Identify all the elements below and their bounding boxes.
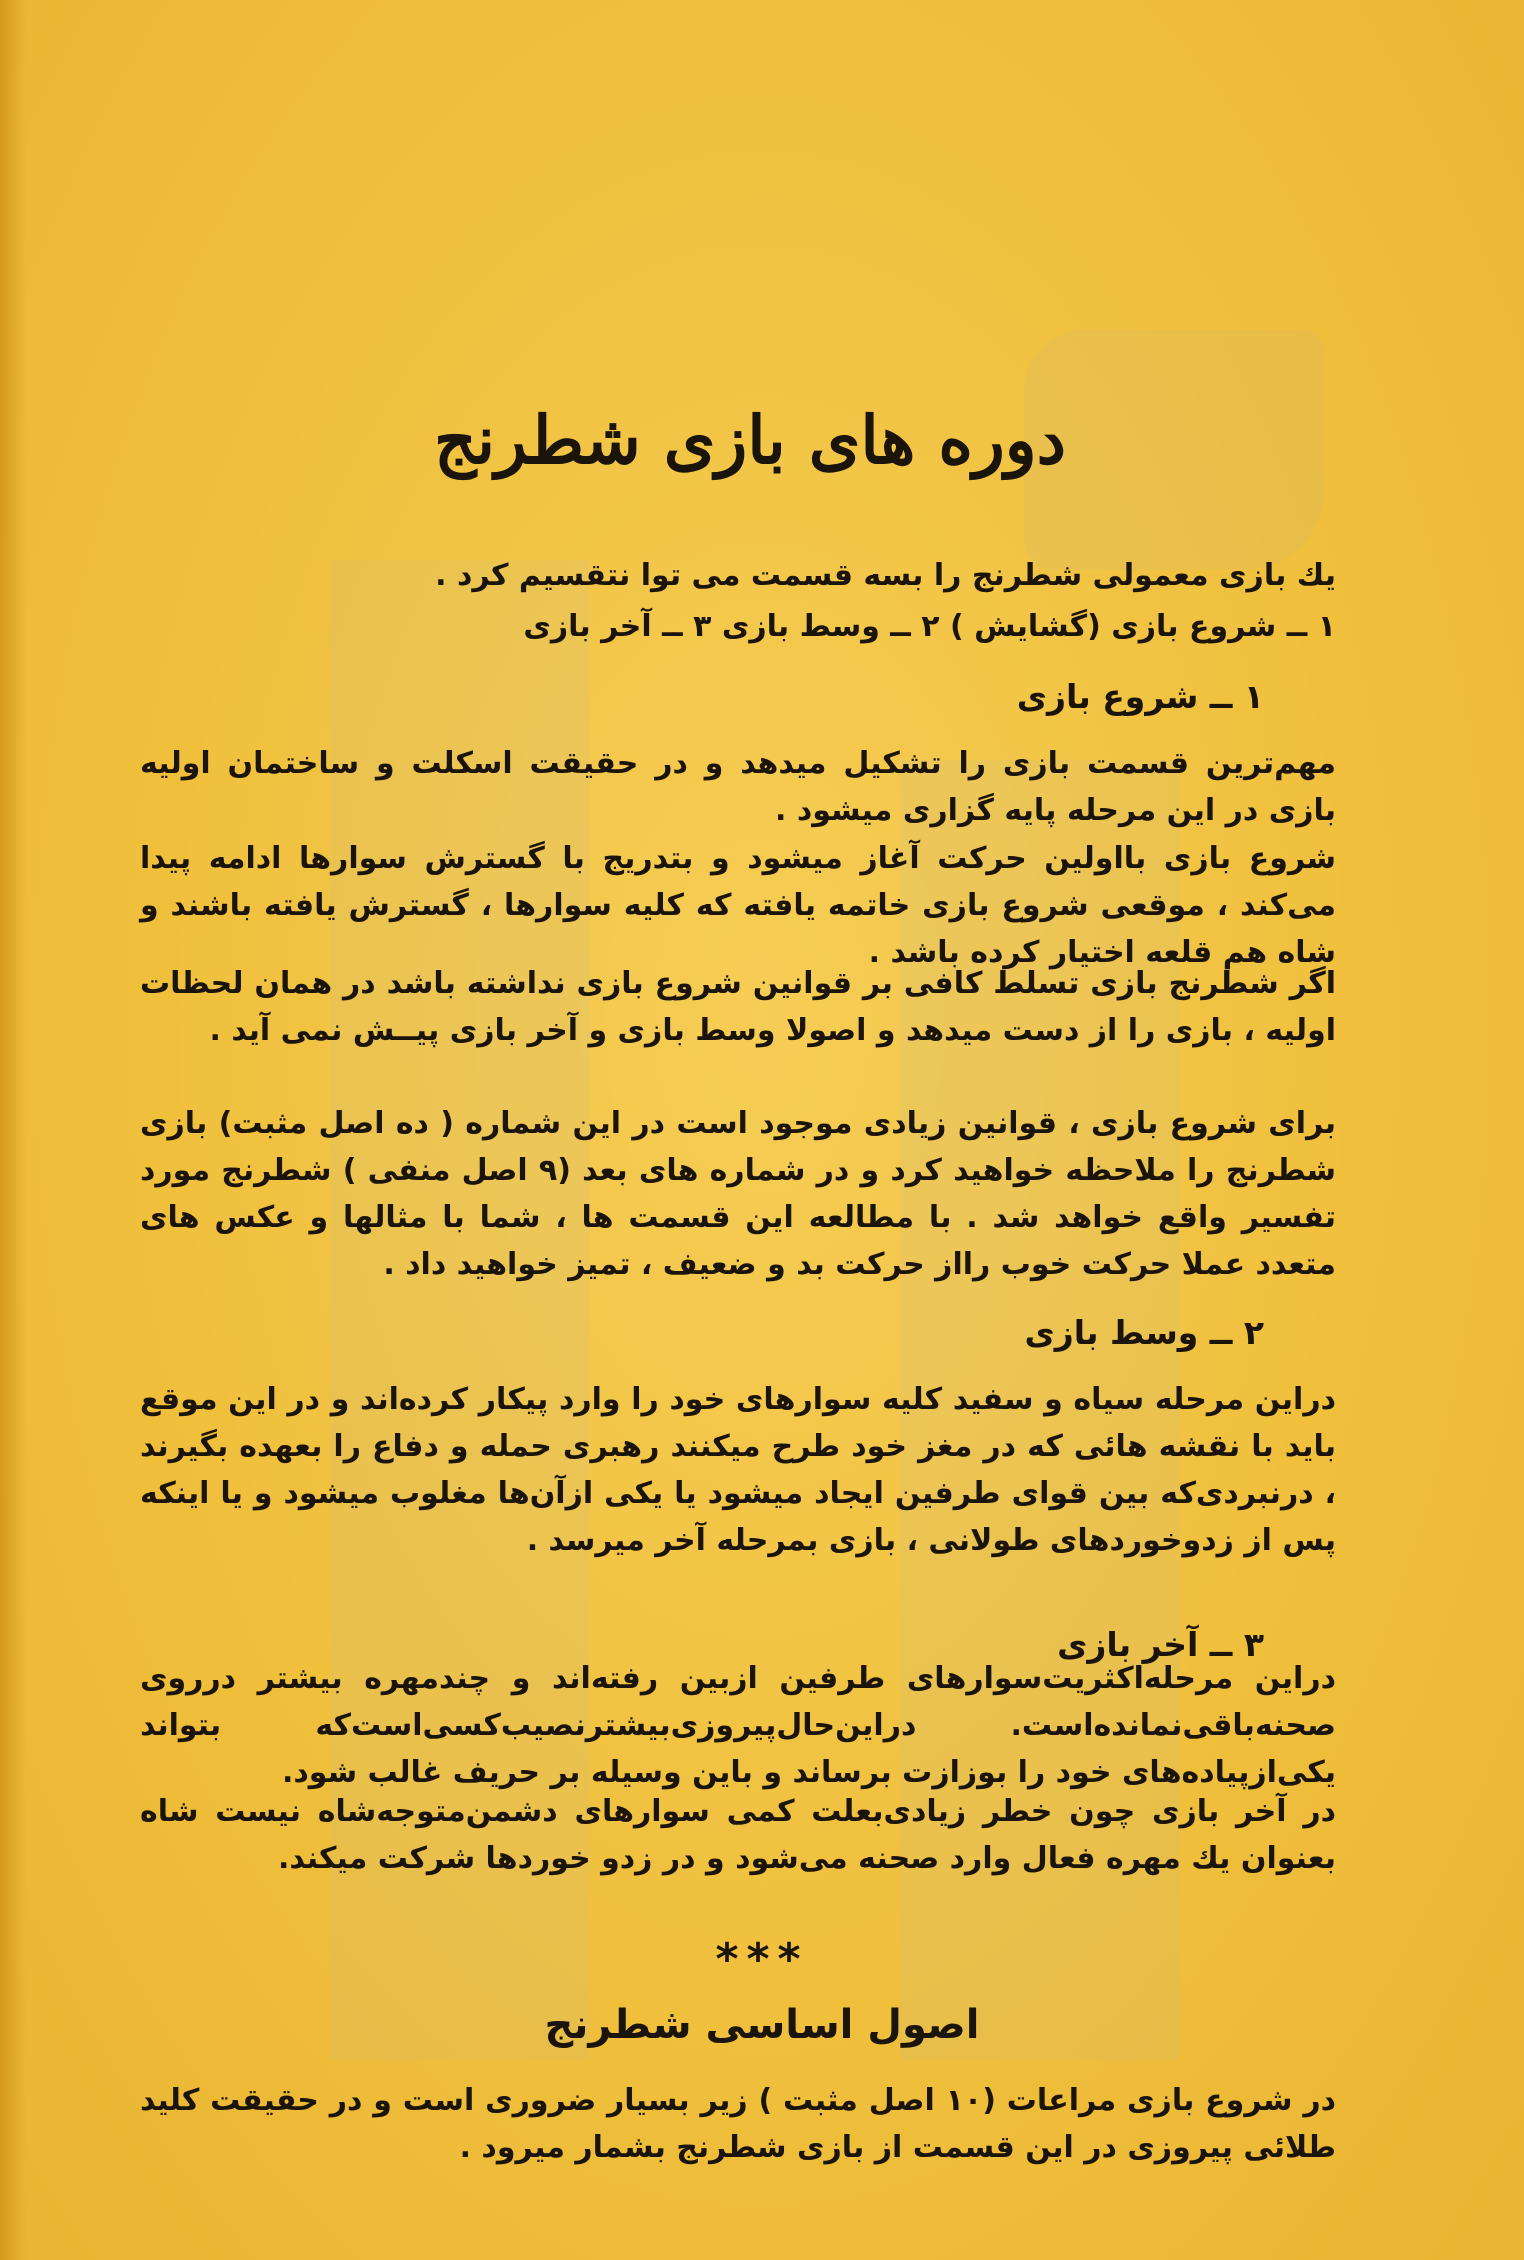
section-heading-opening: ۱ ــ شروع بازی <box>1016 677 1264 716</box>
page-title: دوره های بازی شطرنج <box>433 401 1067 479</box>
paragraph: برای شروع بازی ، قوانین زیادی موجود است در این شماره ( ده اصل مثبت) بازی شطرنج را ملاحظه خواهید کرد و در شماره های بعد (۹ اصل منفی ) شطرنج مورد تفسیر واقع خواهد شد . با مطالعه این قسمت ها ، شما با مثالها و عکس های متعدد عملا حرکت خوب رااز حرکت بد و ضعیف ، تمیز خواهید داد . <box>140 1106 1336 1282</box>
paragraph: اگر شطرنج بازی تسلط کافی بر قوانین شروع بازی نداشته باشد در همان لحظات اولیه ، بازی را از دست میدهد و اصولا وسط بازی و آخر بازی پیــش نمی آید . <box>140 966 1336 1048</box>
section-heading-endgame: ۳ ــ آخر بازی <box>1057 1625 1264 1664</box>
paragraph: مهم‌ترین قسمت بازی را تشکیل میدهد و در حقیقت اسکلت و ساختمان اولیه بازی در این مرحله پایه گزاری میشود . <box>140 746 1336 828</box>
intro-line-1: یك بازی معمولی شطرنج را بسه قسمت می توا نتقسیم کرد . <box>435 558 1336 593</box>
intro-line-2: ۱ ــ شروع بازی (گشایش ) ۲ ــ وسط بازی ۳ ــ آخر بازی <box>523 609 1336 644</box>
paragraph: شروع بازی بااولین حرکت آغاز میشود و بتدریج با گسترش سوارها ادامه پیدا می‌کند ، موقعی شروع بازی خاتمه یافته که کلیه سوارها ، گسترش یافته باشند و شاه هم قلعه اختیار کرده باشد . <box>140 841 1336 970</box>
paragraph: دراین مرحله سیاه و سفید کلیه سوارهای خود را وارد پیکار کرده‌اند و در این موقع باید با نقشه هائی که در مغز خود طرح میکنند رهبری حمله و دفاع را بعهده بگیرند ، درنبردی‌که بین قوای طرفین ایجاد میشود یا یکی ازآن‌ها مغلوب میشود و یا اینکه پس از زدوخوردهای طولانی ، بازی بمرحله آخر میرسد . <box>140 1382 1336 1558</box>
paragraph: در آخر بازی چون خطر زیادی‌بعلت کمی سوارهای دشمن‌متوجه‌شاه نیست شاه بعنوان یك مهره فعال وارد صحنه می‌شود و در زدو خوردها شرکت میکند. <box>140 1794 1336 1876</box>
paragraph: دراین مرحله‌اکثریت‌سوارهای طرفین ازبین رفته‌اند و چندمهره بیشتر درروی صحنه‌باقی‌نمانده‌است. دراین‌حال‌پیروزی‌بیشترنصیب‌کسی‌است‌که بتواند یکی‌ازپیاده‌های خود را بوزازت برساند و باین وسیله بر حریف غالب شود. <box>140 1661 1336 1790</box>
principles-title: اصول اساسی شطرنج <box>544 2002 980 2048</box>
section-separator: *** <box>715 1934 809 1985</box>
paragraph: در شروع بازی مراعات (۱۰ اصل مثبت ) زیر بسیار ضروری است و در حقیقت کلید طلائی پیروزی در این قسمت از بازی شطرنج بشمار میرود . <box>140 2083 1336 2165</box>
page-edge-shadow <box>0 0 26 2260</box>
section-heading-middlegame: ۲ ــ وسط بازی <box>1024 1313 1264 1352</box>
